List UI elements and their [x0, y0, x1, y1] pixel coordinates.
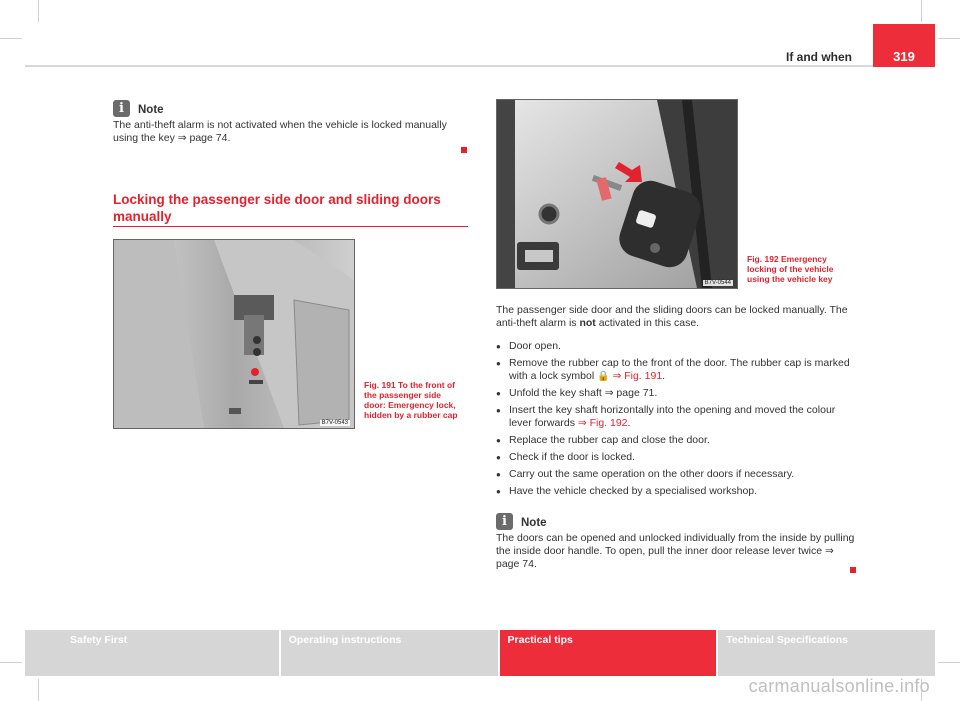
- key-insertion-illustration: [497, 100, 737, 288]
- lock-icon: 🔒: [597, 371, 610, 382]
- list-item: ● Carry out the same operation on the other doors if necessary.: [496, 468, 856, 481]
- footer-tab-technical-specifications[interactable]: Technical Specifications: [718, 630, 935, 676]
- page-number-tab: [873, 24, 935, 67]
- note-text: The anti-theft alarm is not activated when the vehicle is locked manually using the key ⇒ page 74.: [113, 119, 447, 144]
- procedure-steps: [496, 340, 856, 502]
- footer-tab-safety-first[interactable]: Safety First: [25, 630, 281, 676]
- list-item: ● Have the vehicle checked by a specialised workshop.: [496, 485, 856, 498]
- figure-code: B7V-0544: [704, 280, 731, 286]
- header-rule: [25, 65, 935, 67]
- door-hinge-illustration: [114, 240, 354, 428]
- watermark: carmanualsonline.info: [748, 676, 930, 696]
- footer-nav: [25, 630, 935, 676]
- section-title: Locking the passenger side door and sliding doors manually: [113, 192, 441, 224]
- section-end-marker: [850, 567, 856, 573]
- figure-reference-link[interactable]: ⇒ Fig. 191: [612, 370, 663, 382]
- figure-192-photo: [496, 99, 738, 289]
- footer-tab-practical-tips[interactable]: Practical tips: [500, 630, 719, 676]
- list-item: ● Replace the rubber cap and close the door.: [496, 434, 856, 447]
- section-end-marker: [461, 147, 467, 153]
- note-heading: Note: [521, 517, 547, 529]
- note-heading: Note: [138, 104, 164, 116]
- list-item: ● Insert the key shaft horizontally into the opening and moved the colour lever forwards ⇒ Fig. 192.: [496, 404, 856, 430]
- figure-reference-link[interactable]: ⇒ Fig. 192: [577, 417, 628, 429]
- figure-192-caption: Fig. 192 Emergency locking of the vehicle using the vehicle key: [747, 254, 834, 284]
- list-item: ● Check if the door is locked.: [496, 451, 856, 464]
- note-block-2: [496, 513, 856, 571]
- page-title: If and when: [786, 50, 852, 64]
- info-icon: i: [113, 100, 130, 117]
- note-text: The doors can be opened and unlocked individually from the inside by pulling the inside door handle. To open, pull the inner door release lever twice ⇒ page 74.: [496, 532, 855, 570]
- list-item: ● Unfold the key shaft ⇒ page 71.: [496, 387, 856, 400]
- footer-tab-operating-instructions[interactable]: Operating instructions: [281, 630, 500, 676]
- page-number: 319: [893, 49, 915, 64]
- section-rule: [113, 226, 468, 227]
- note-block-1: [113, 100, 465, 145]
- figure-code: B7V-0543: [321, 420, 348, 426]
- intro-paragraph: The passenger side door and the sliding doors can be locked manually. The anti-theft alarm is not activated in this case.: [496, 304, 848, 329]
- figure-191-caption: Fig. 191 To the front of the passenger side door: Emergency lock, hidden by a rubber cap: [364, 380, 458, 420]
- list-item: ● Remove the rubber cap to the front of the door. The rubber cap is marked with a lock symbol 🔒 ⇒ Fig. 191.: [496, 357, 856, 383]
- list-item: ● Door open.: [496, 340, 856, 353]
- figure-191-photo: [113, 239, 355, 429]
- info-icon: i: [496, 513, 513, 530]
